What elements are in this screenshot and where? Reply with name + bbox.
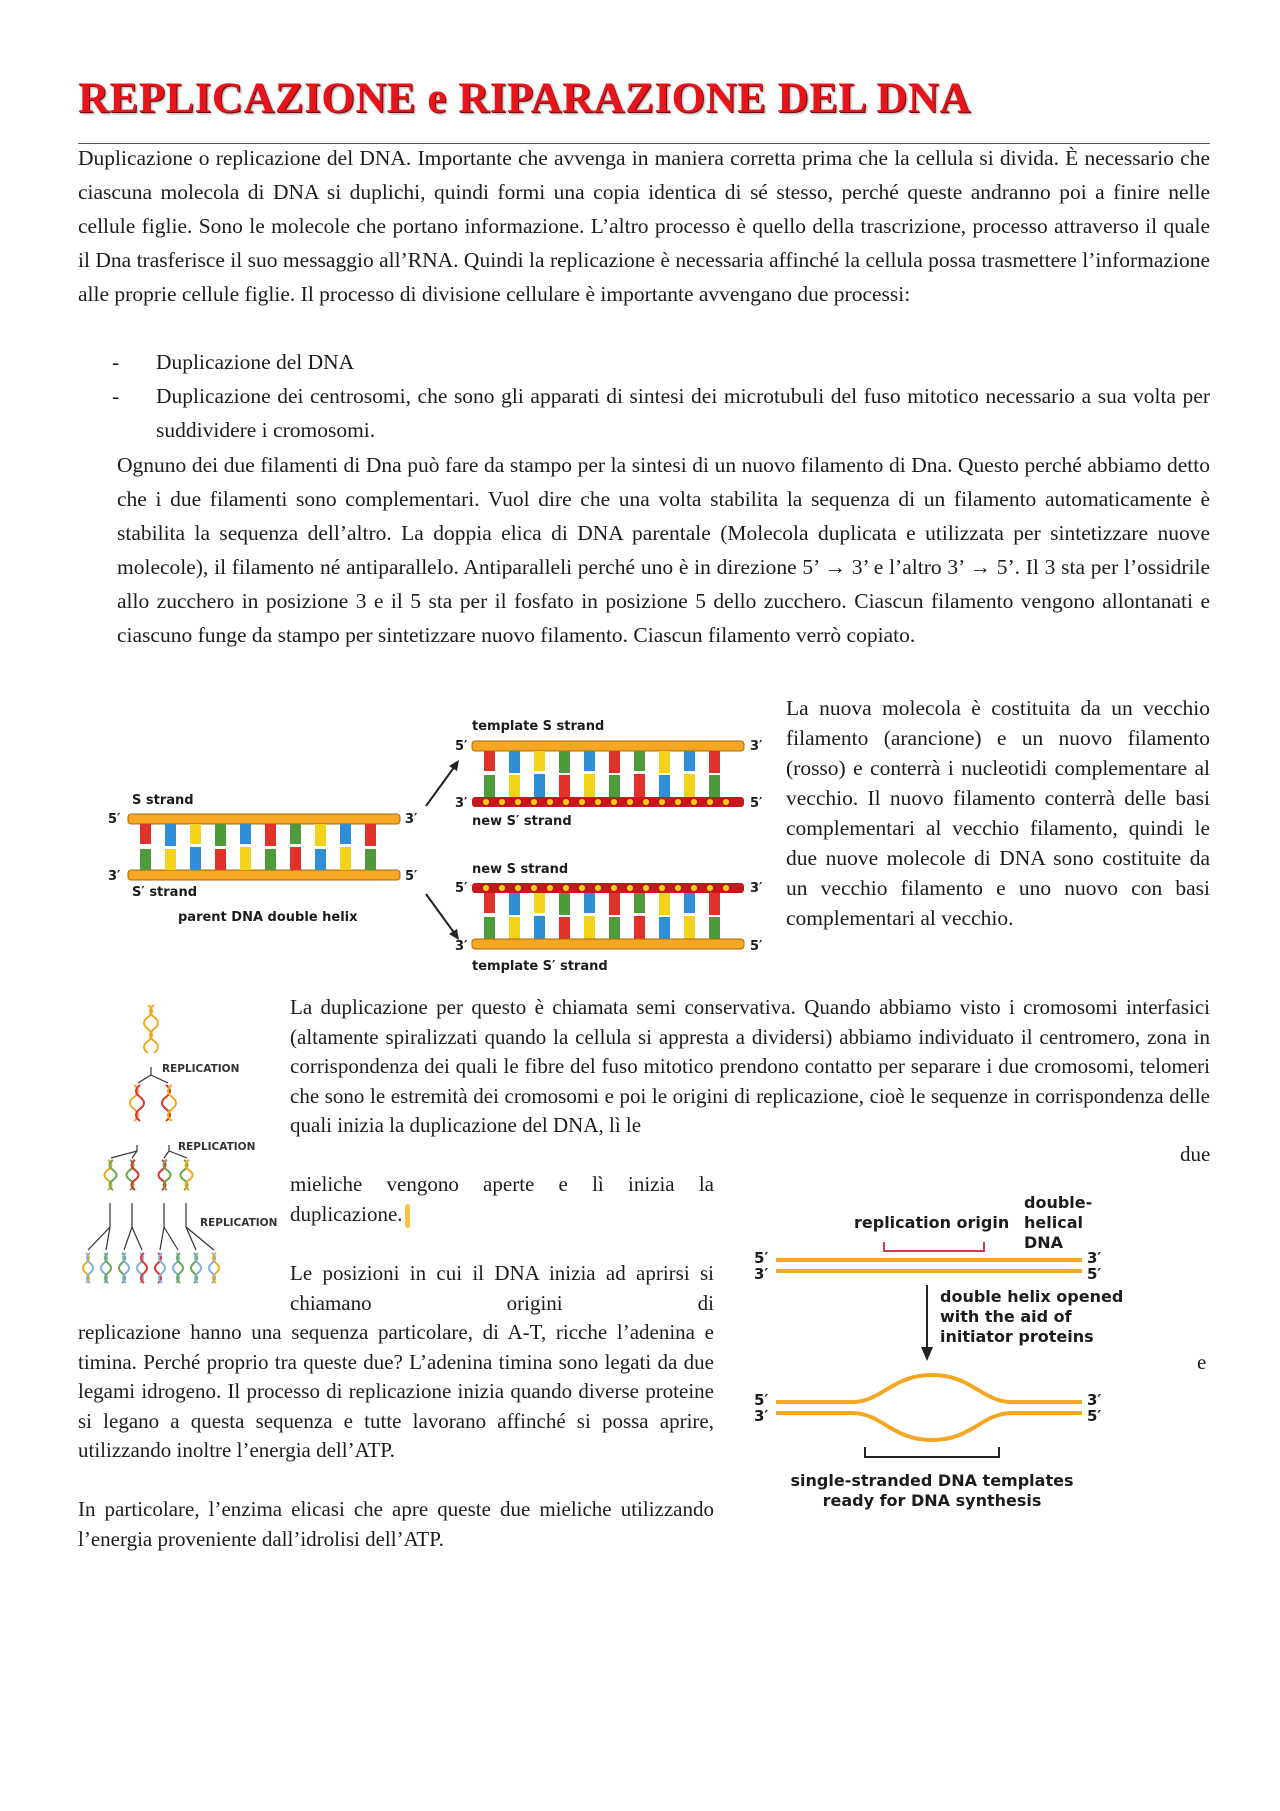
label-replication: REPLICATION <box>162 1063 240 1075</box>
label-helical: helical <box>1024 1213 1083 1232</box>
label-five: 5′ <box>455 881 468 896</box>
paragraph-new-molecule: La nuova molecola è costituita da un vecchio filamento (arancione) e un nuovo filamento (rosso) e conterrà i nucleotidi complementare al vecchio. Il nuovo filamento conterrà delle basi complementari al vecchio filamento, quindi le due nuove molecole di DNA sono costituite da un vecchio filamento e uno nuovo con basi complementari al vecchio. <box>786 696 1210 930</box>
bullet-text: Duplicazione del DNA <box>156 350 355 374</box>
label-three: 3′ <box>1087 1249 1102 1267</box>
label-single-1: single-stranded DNA templates <box>790 1471 1074 1490</box>
label-five: 5′ <box>1087 1265 1102 1283</box>
duplication-text: mieliche vengono aperte e lì inizia la duplicazione. <box>290 1172 714 1226</box>
bullet-item: - Duplicazione del DNA <box>112 350 355 374</box>
label-s-strand: S strand <box>132 793 194 808</box>
label-five: 5′ <box>405 869 418 884</box>
label-parent-helix: parent DNA double helix <box>178 910 358 925</box>
label-three: 3′ <box>754 1407 769 1425</box>
replication-origin-figure <box>742 1185 1142 1515</box>
label-three: 3′ <box>1087 1391 1102 1409</box>
dna-replication-figure <box>100 708 775 990</box>
paragraph-semiconservative: La duplicazione per questo è chiamata semi conservativa. Quando abbiamo visto i cromosomi interfasici (altamente spiralizzati quando la cellula si appresta a dividersi) abbiamo individuato il centromero, zona in corrispondenza dei quali le fibre del fuso mitotico prendono contatto per separare i due cromosomi, telomeri che sono le estremità dei cromosomi e poi le origini di replicazione, cioè le sequenze in corrispondenza delle quali inizia la duplicazione del DNA, lì le <box>290 995 1210 1137</box>
label-single-2: ready for DNA synthesis <box>822 1491 1042 1510</box>
page-title: REPLICAZIONE e RIPARAZIONE DEL DNA <box>78 75 972 122</box>
label-five: 5′ <box>455 739 468 754</box>
label-three: 3′ <box>455 796 468 811</box>
label-three: 3′ <box>750 881 763 896</box>
paragraph-origins-intro: Le posizioni in cui il DNA inizia ad aprirsi si chiamano origini di <box>290 1261 714 1315</box>
paragraph-templates: Ognuno dei due filamenti di Dna può fare da stampo per la sintesi di un nuovo filamento di Dna. Questo perché abbiamo detto che i due filamenti sono complementari. Vuol dire che una volta stabilita la sequenza di un filamento automaticamente è stabilita la sequenza dell’altro. La doppia elica di DNA parentale (Molecola duplicata e utilizzata per sintetizzare nuove molecole), il filamento né antiparallelo. Antiparalleli perché uno è in direzione 5’ → 3’ e l’altro 3’ → 5’. Il 3 sta per l’ossidrile allo zucchero in posizione 3 e il 5 sta per il fosfato in posizione 5 dello zucchero. Ciascun filamento vengono allontanati e ciascuno funge da stampo per sintetizzare nuovo filamento. Ciascun filamento verrò copiato. <box>117 453 1210 647</box>
label-opened-3: initiator proteins <box>940 1327 1094 1346</box>
label-five: 5′ <box>750 796 763 811</box>
bullet-text: Duplicazione dei centrosomi, che sono gli apparati di sintesi dei microtubuli del fuso mitotico necessario a sua volta per suddividere i cromosomi. <box>156 384 1210 442</box>
label-template-s: template S strand <box>472 719 605 734</box>
bullet-item: - Duplicazione dei centrosomi, che sono gli apparati di sintesi dei microtubuli del fuso mitotico necessario a sua volta per suddividere i cromosomi. <box>112 384 1210 442</box>
paragraph-origins: replicazione hanno una sequenza particolare, di A-T, ricche l’adenina e timina. Perché proprio tra queste due? L’adenina timina sono legati da due legami idrogeno. Il processo di replicazione inizia quando diverse proteine si legano a questa sequenza e tutte lavorano affinché si possa aprire, utilizzando inoltre l’energia dell’ATP. <box>78 1320 714 1462</box>
label-five: 5′ <box>754 1249 769 1267</box>
label-three: 3′ <box>750 739 763 754</box>
label-opened-1: double helix opened <box>940 1287 1124 1306</box>
label-replication: REPLICATION <box>200 1217 278 1229</box>
label-five: 5′ <box>108 812 121 827</box>
paragraph-duplication-start <box>290 1170 714 1229</box>
highlight-mark <box>405 1204 410 1228</box>
label-replication: REPLICATION <box>178 1141 256 1153</box>
label-three: 3′ <box>455 939 468 954</box>
label-new-s: new S strand <box>472 862 569 877</box>
replication-rounds-figure <box>78 995 278 1315</box>
paragraph-helicase: In particolare, l’enzima elicasi che apre queste due mieliche utilizzando l’energia proveniente dall’idrolisi dell’ATP. <box>78 1497 714 1551</box>
label-five: 5′ <box>1087 1407 1102 1425</box>
label-three: 3′ <box>754 1265 769 1283</box>
bullet-list <box>112 345 1210 447</box>
paragraph-origins-e: e <box>1197 1350 1207 1374</box>
label-three: 3′ <box>108 869 121 884</box>
label-new-s-prime: new S′ strand <box>472 814 572 829</box>
label-template-s-prime: template S′ strand <box>472 959 608 974</box>
paragraph-intro: Duplicazione o replicazione del DNA. Importante che avvenga in maniera corretta prima che la cellula si divida. È necessario che ciascuna molecola di DNA si duplichi, quindi formi una copia identica di sé stesso, perché queste andranno poi a finire nelle cellule figlie. Sono le molecole che portano informazione. L’altro processo è quello della trascrizione, processo attraverso il quale il Dna trasferisce il suo messaggio all’RNA. Quindi la replicazione è necessaria affinché la cellula possa trasmettere l’informazione alle proprie cellule figlie. Il processo di divisione cellulare è importante avvengano due processi: <box>78 146 1210 306</box>
label-dna: DNA <box>1024 1233 1064 1252</box>
label-three: 3′ <box>405 812 418 827</box>
label-s-prime-strand: S′ strand <box>132 885 198 900</box>
label-double: double- <box>1024 1193 1093 1212</box>
paragraph-semiconservative-end: due <box>1180 1142 1211 1166</box>
label-five: 5′ <box>750 939 763 954</box>
label-opened-2: with the aid of <box>940 1307 1072 1326</box>
label-five: 5′ <box>754 1391 769 1409</box>
label-replication-origin: replication origin <box>854 1213 1010 1232</box>
